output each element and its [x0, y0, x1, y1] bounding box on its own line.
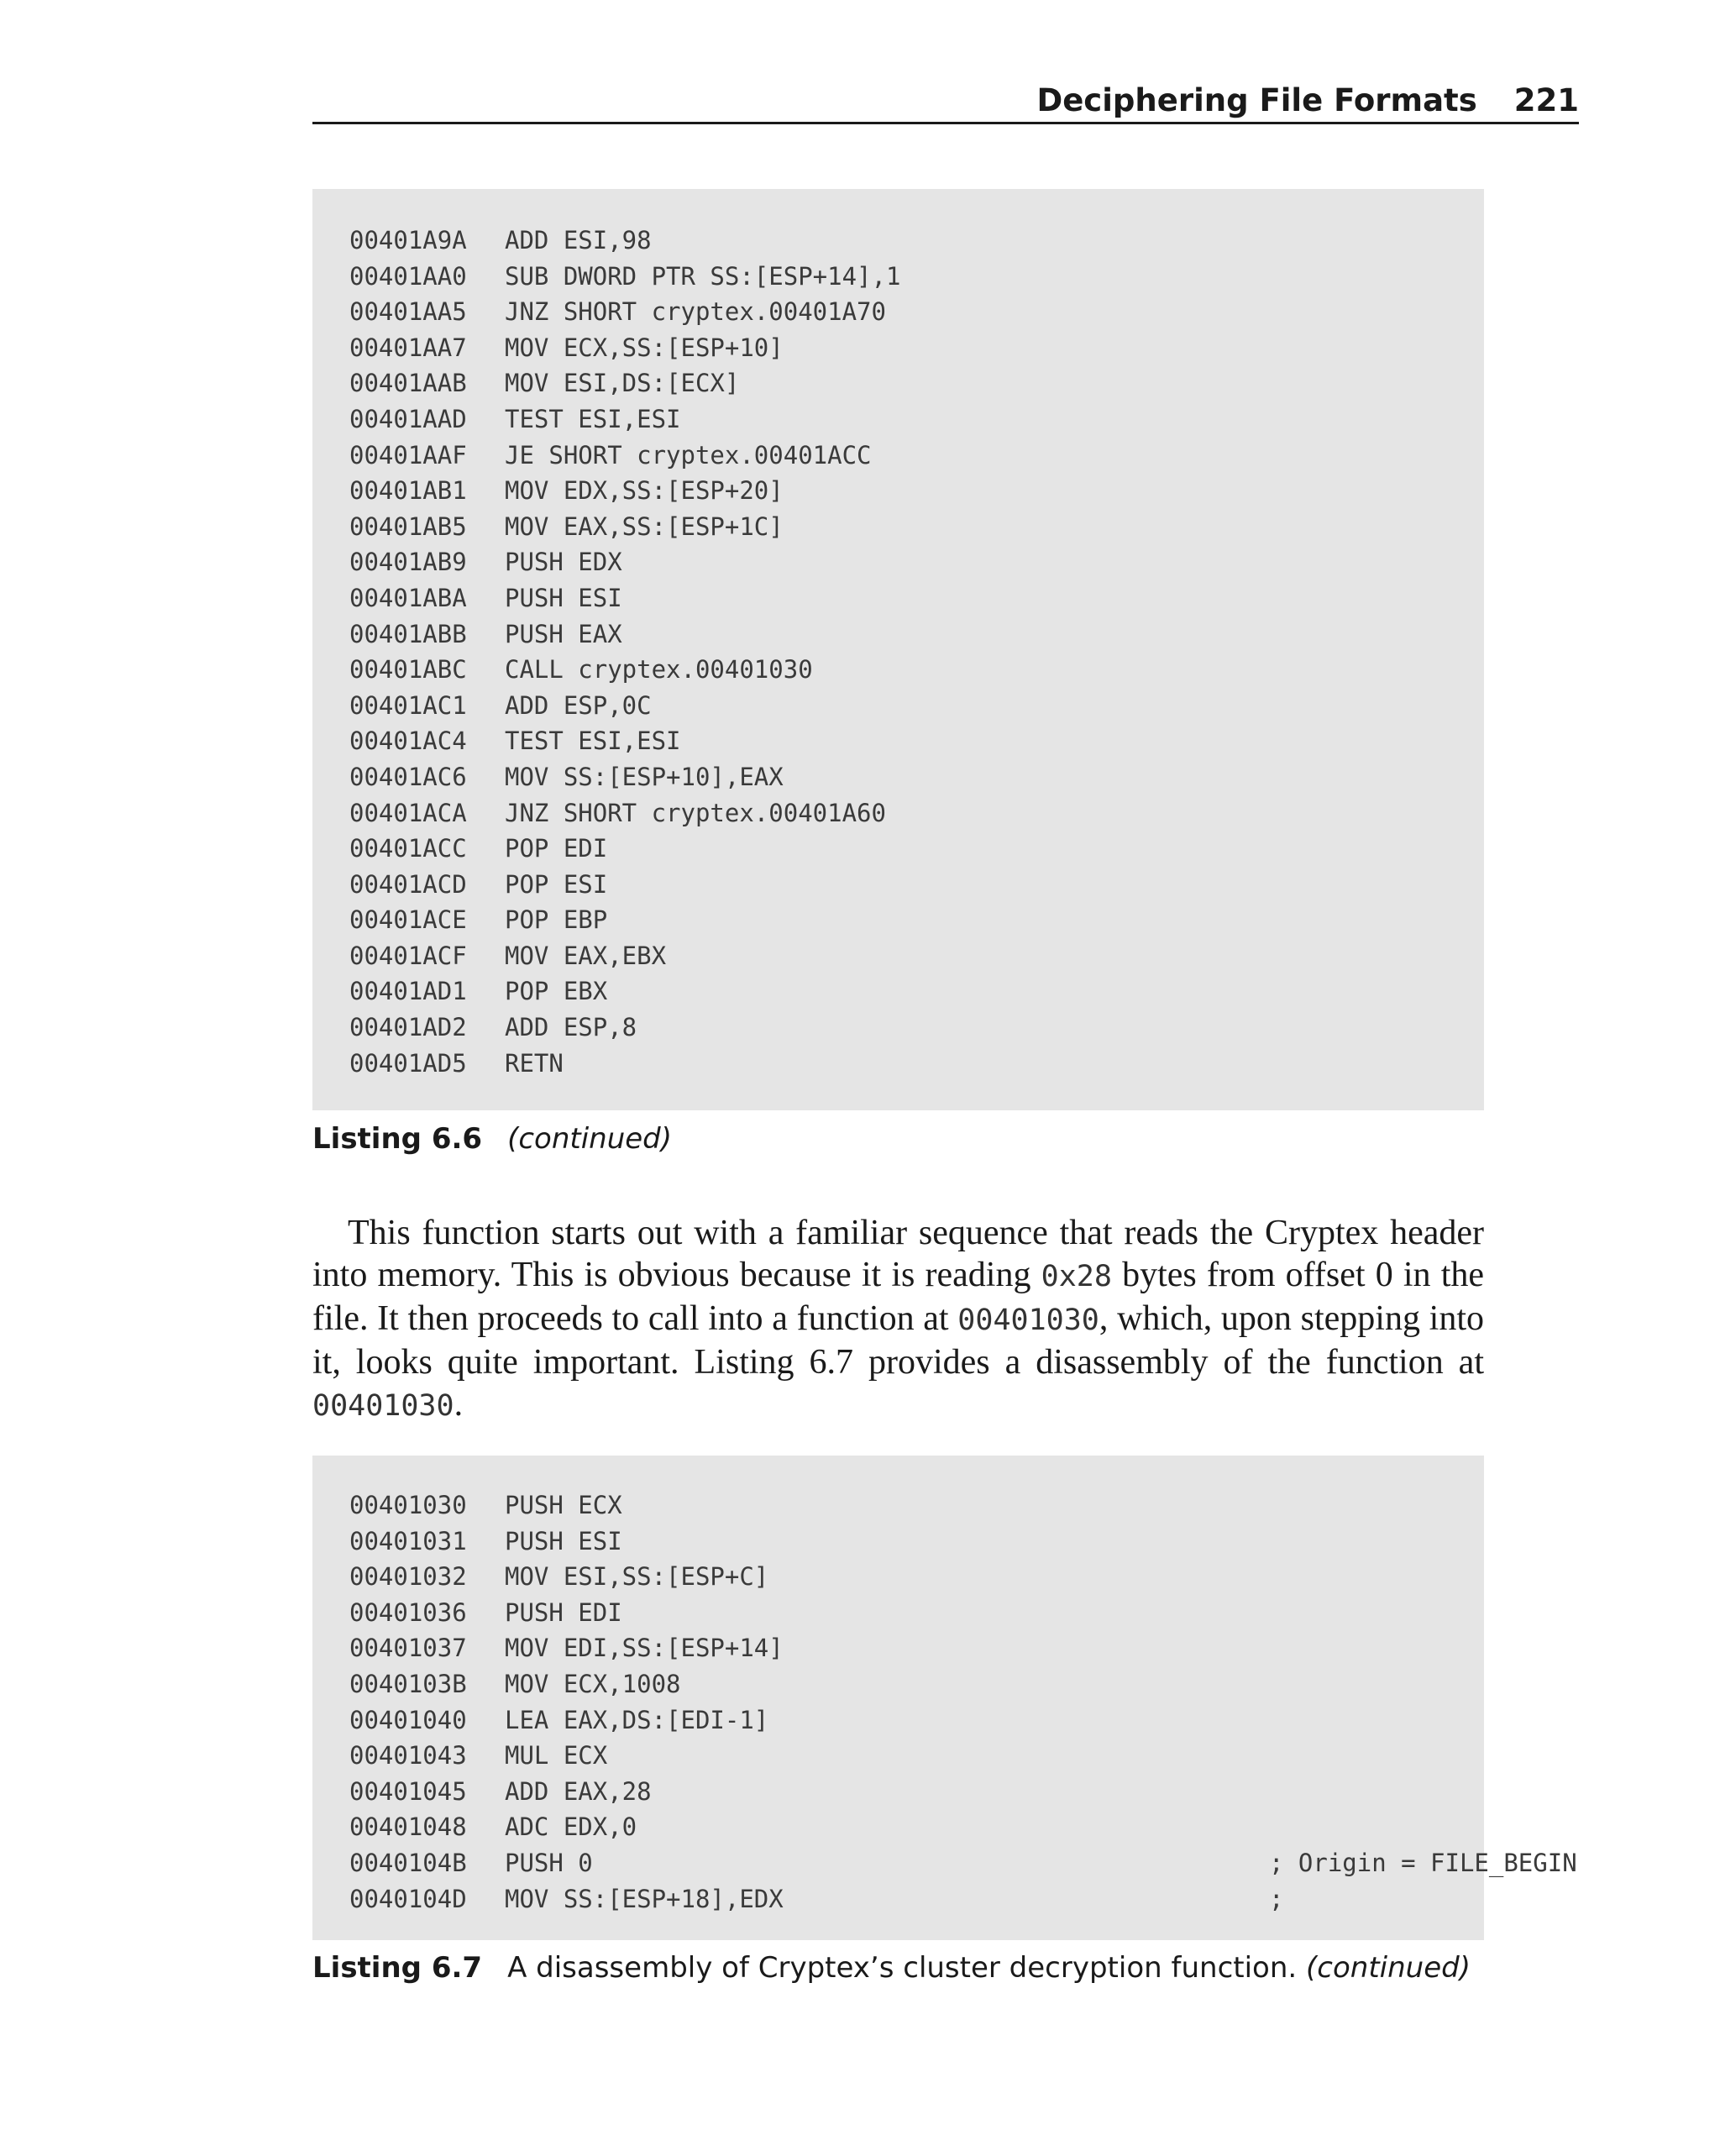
- paragraph-text: bytes from offset 0 in the file. It then proceeds to call into a function at: [312, 1256, 1484, 1338]
- code-line: [349, 723, 1484, 759]
- code-line: [349, 688, 1484, 724]
- code-instruction: PUSH 0: [505, 1848, 593, 1877]
- code-address: 00401AAF: [349, 440, 467, 469]
- code-address: 00401043: [349, 1741, 467, 1770]
- code-address: 00401045: [349, 1776, 467, 1806]
- inline-code: 00401030: [957, 1304, 1099, 1337]
- code-instruction: PUSH ESI: [505, 583, 622, 612]
- code-line: [349, 294, 1484, 330]
- code-line: [349, 1010, 1484, 1046]
- code-line: [349, 223, 1484, 259]
- caption-description: A disassembly of Cryptex’s cluster decryption function.: [507, 1951, 1298, 1985]
- code-instruction: MOV SS:[ESP+10],EAX: [505, 762, 784, 791]
- code-address: 00401AA5: [349, 297, 467, 327]
- code-instruction: MOV ECX,1008: [505, 1669, 681, 1698]
- code-address: 00401ACC: [349, 834, 467, 863]
- code-line: [349, 616, 1484, 653]
- code-address: 00401ABA: [349, 583, 467, 612]
- code-instruction: RETN: [505, 1048, 564, 1078]
- code-instruction: MUL ECX: [505, 1741, 608, 1770]
- code-instruction: JE SHORT cryptex.00401ACC: [505, 440, 872, 469]
- code-address: 00401AD2: [349, 1013, 467, 1042]
- code-address: 00401AC4: [349, 727, 467, 756]
- code-instruction: MOV ESI,DS:[ECX]: [505, 369, 740, 398]
- code-line: [349, 1845, 1577, 1881]
- code-instruction: MOV EDX,SS:[ESP+20]: [505, 476, 784, 506]
- code-address: 00401AD1: [349, 977, 467, 1006]
- code-line: [349, 259, 1484, 295]
- code-address: 0040104B: [349, 1848, 467, 1877]
- code-instruction: PUSH ECX: [505, 1491, 622, 1519]
- code-line: [349, 1046, 1484, 1082]
- code-instruction: MOV EAX,SS:[ESP+1C]: [505, 511, 784, 541]
- code-address: 00401AB5: [349, 511, 467, 541]
- code-comment: ; Origin = FILE_BEGIN: [1269, 1848, 1577, 1877]
- code-instruction: CALL cryptex.00401030: [505, 655, 813, 685]
- code-comment: ;: [1269, 1884, 1284, 1913]
- code-instruction: PUSH EAX: [505, 619, 622, 648]
- code-line: [349, 1487, 1484, 1524]
- code-line: [349, 438, 1484, 474]
- code-listing-6-6: [312, 189, 1484, 1110]
- code-instruction: POP EDI: [505, 834, 608, 863]
- code-address: 00401ACF: [349, 941, 467, 970]
- code-line: [349, 973, 1484, 1010]
- code-instruction: TEST ESI,ESI: [505, 404, 681, 433]
- code-address: 00401AAB: [349, 369, 467, 398]
- code-address: 00401AA7: [349, 333, 467, 362]
- code-line: [349, 652, 1484, 688]
- code-line: [349, 1524, 1484, 1560]
- code-address: 00401A9A: [349, 226, 467, 254]
- code-address: 00401030: [349, 1491, 467, 1519]
- code-address: 00401AD5: [349, 1048, 467, 1078]
- code-instruction: PUSH ESI: [505, 1526, 622, 1555]
- code-line: [349, 580, 1484, 616]
- code-line: [349, 1809, 1484, 1845]
- code-address: 00401ABB: [349, 619, 467, 648]
- code-instruction: SUB DWORD PTR SS:[ESP+14],1: [505, 261, 901, 291]
- code-line: [349, 330, 1484, 366]
- code-address: 00401AAD: [349, 404, 467, 433]
- code-instruction: PUSH EDI: [505, 1597, 622, 1627]
- code-address: 00401AC1: [349, 690, 467, 720]
- code-instruction: ADC EDX,0: [505, 1812, 637, 1842]
- code-line: [349, 1666, 1484, 1702]
- code-address: 00401ABC: [349, 655, 467, 685]
- code-address: 00401ACD: [349, 869, 467, 899]
- code-instruction: MOV SS:[ESP+18],EDX: [505, 1884, 784, 1913]
- code-instruction: MOV EAX,EBX: [505, 941, 667, 970]
- code-address: 00401032: [349, 1562, 467, 1592]
- code-instruction: MOV EDI,SS:[ESP+14]: [505, 1634, 784, 1663]
- code-instruction: POP EBP: [505, 905, 608, 935]
- code-instruction: TEST ESI,ESI: [505, 727, 681, 756]
- code-line: [349, 1738, 1484, 1774]
- code-address: 00401AB1: [349, 476, 467, 506]
- caption-label: Listing 6.7: [312, 1951, 483, 1985]
- code-address: 00401036: [349, 1597, 467, 1627]
- code-line: [349, 1702, 1484, 1739]
- code-line: [349, 902, 1484, 938]
- code-instruction: LEA EAX,DS:[EDI-1]: [505, 1705, 769, 1734]
- code-address: 00401048: [349, 1812, 467, 1842]
- body-paragraph: [312, 1212, 1484, 1427]
- code-address: 0040103B: [349, 1669, 467, 1698]
- code-line: [349, 401, 1484, 438]
- code-instruction: POP ESI: [505, 869, 608, 899]
- code-line: [349, 544, 1484, 580]
- code-address: 00401ACA: [349, 798, 467, 827]
- code-address: 00401ACE: [349, 905, 467, 935]
- inline-code: 00401030: [312, 1389, 454, 1423]
- code-line: [349, 759, 1484, 795]
- code-address: 00401040: [349, 1705, 467, 1734]
- code-address: 00401037: [349, 1634, 467, 1663]
- code-line: [349, 1630, 1484, 1666]
- paragraph-text: This function starts out with a familiar sequence that reads the Cryptex header into memory. This is obvious because it is reading: [312, 1214, 1484, 1294]
- code-listing-6-7: [312, 1456, 1577, 1940]
- code-line: [349, 831, 1484, 867]
- code-instruction: ADD EAX,28: [505, 1776, 652, 1806]
- code-instruction: POP EBX: [505, 977, 608, 1006]
- paragraph-text: , which, upon stepping into it, looks quite important. Listing 6.7 provides a disassembly of the function at: [312, 1299, 1485, 1382]
- code-address: 0040104D: [349, 1884, 467, 1913]
- caption-label: Listing 6.6: [312, 1122, 483, 1156]
- code-line: [349, 1881, 1484, 1917]
- caption-continued: (continued): [1306, 1951, 1471, 1985]
- running-header-title: Deciphering File Formats: [1036, 82, 1477, 118]
- code-line: [349, 1559, 1484, 1595]
- listing-6-6-caption: [312, 1122, 672, 1156]
- page-number: 221: [1513, 82, 1579, 118]
- code-line: [349, 509, 1484, 545]
- code-instruction: ADD ESI,98: [505, 226, 652, 254]
- inline-code: 0x28: [1041, 1260, 1112, 1293]
- code-line: [349, 1774, 1484, 1810]
- code-instruction: MOV ECX,SS:[ESP+10]: [505, 333, 784, 362]
- paragraph-text: .: [454, 1385, 464, 1424]
- code-line: [349, 365, 1484, 401]
- caption-continued: (continued): [507, 1122, 673, 1156]
- listing-6-7-caption: [312, 1951, 1471, 1985]
- code-line: [349, 867, 1484, 903]
- code-line: [349, 795, 1484, 831]
- code-line: [349, 473, 1484, 509]
- code-instruction: ADD ESP,8: [505, 1013, 637, 1042]
- code-address: 00401031: [349, 1526, 467, 1555]
- code-address: 00401AC6: [349, 762, 467, 791]
- running-header: [312, 76, 1579, 124]
- code-address: 00401AB9: [349, 548, 467, 577]
- code-instruction: ADD ESP,0C: [505, 690, 652, 720]
- code-address: 00401AA0: [349, 261, 467, 291]
- code-instruction: PUSH EDX: [505, 548, 622, 577]
- code-line: [349, 1595, 1484, 1631]
- code-instruction: JNZ SHORT cryptex.00401A60: [505, 798, 886, 827]
- code-instruction: JNZ SHORT cryptex.00401A70: [505, 297, 886, 327]
- code-instruction: MOV ESI,SS:[ESP+C]: [505, 1562, 769, 1592]
- code-line: [349, 938, 1484, 974]
